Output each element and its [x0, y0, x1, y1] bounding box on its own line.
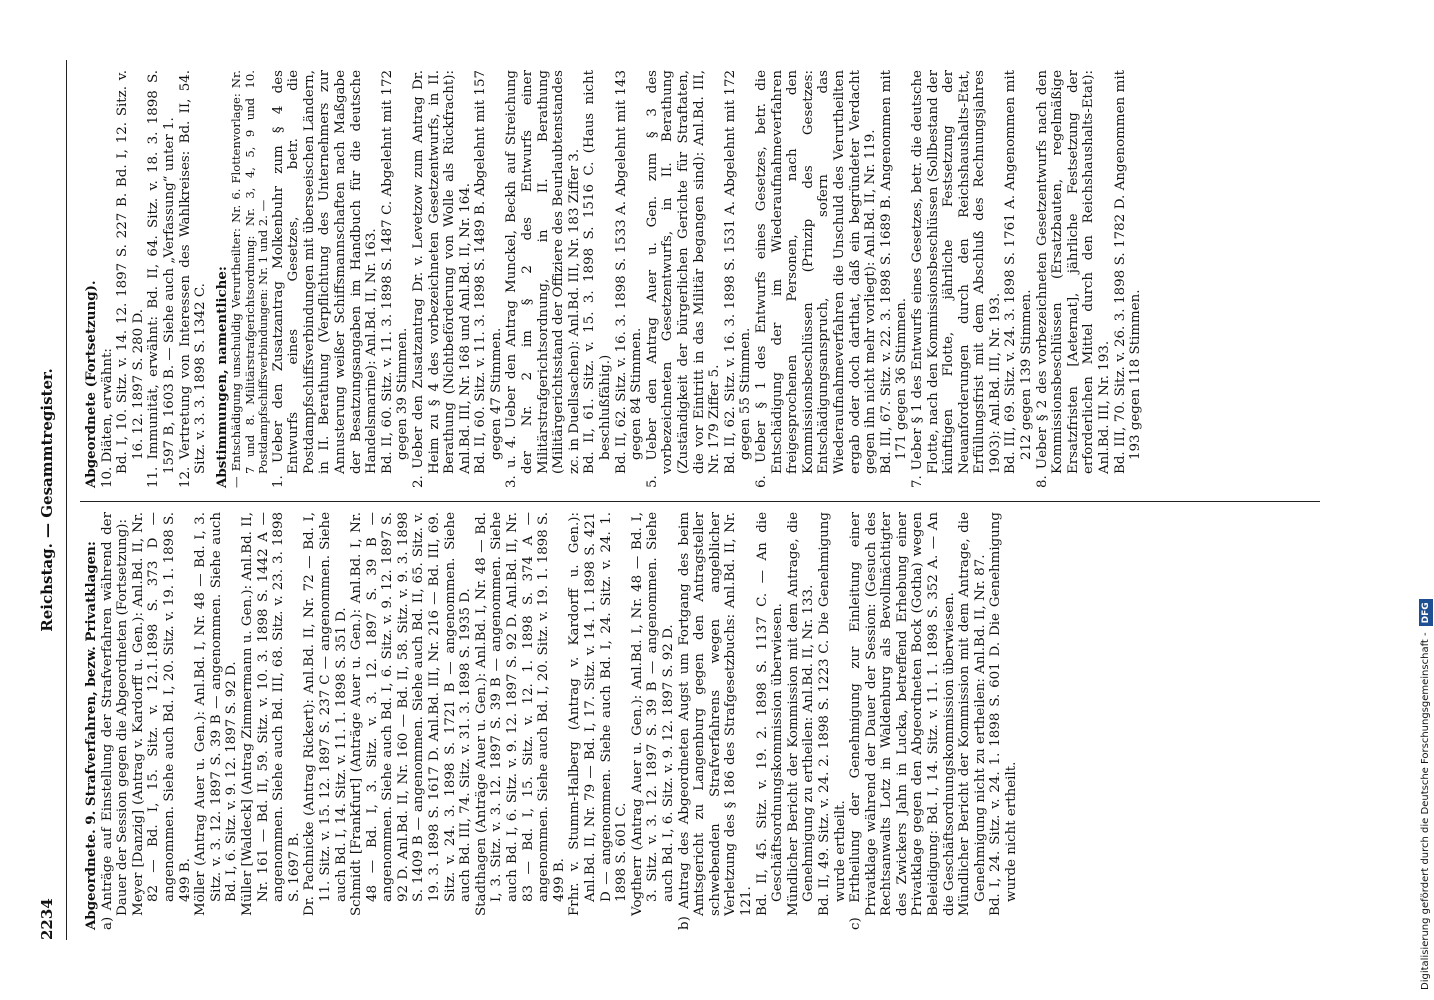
register-entry: Bd. II, 60. Sitz. v. 11. 3. 1898 S. 1487 C. Abgelehnt mit 172 gegen 39 Stimmen. [379, 70, 411, 474]
register-entry: 11. Immunität, erwähnt: Bd. II, 64. Sitz. v. 18. 3. 1898 S. 1597 B, 1603 B. — Siehe auch „Verfassung“ unter 1. [146, 70, 177, 488]
register-entry: Abgeordnete. 9. Strafverfahren, bezw. Privatklagen: [83, 541, 99, 930]
register-entry: 1. Ueber den Zusatzantrag Molkenbuhr zum § 4 des Entwurfs eines Gesetzes, betr. die Postdampfschiffsverbindungen mit überseeischen Ländern, in II. Berathung (Verpflichtung des Unternehmers zur Annusterung weißer Schiffsmannschaften nach Maßgabe der Besatzungsangaben im Handbuch für die deutsche Handelsmarine): Anl.Bd. II, Nr. 163. [270, 69, 380, 488]
running-title: Reichstag. — Gesammtregister. [38, 368, 56, 632]
register-entry: — Entschädigung unschuldig Verurtheilter: Nr. 6. Flottenvorlage: Nr. 7 und 8. Militärstrafgerichtsordnung: Nr. 3, 4, 5, 9 und 10. Postdampfschiffsverbindungen: Nr. 1 und 2. — [229, 70, 271, 488]
register-entry: 10. Diäten, erwähnt: [99, 348, 115, 488]
register-entry: 8. Ueber § 2 des vorbezeichneten Gesetzentwurfs nach den Kommissionsbeschlüssen (Ersatzbauten, regelmäßige Ersatzfristen [Aeternat], jährliche Festsetzung der erforderlichen Mittel durch den Reichshaushalts-Etat): Anl.Bd. III, Nr. 193. [1034, 70, 1113, 488]
register-entry: c) Ertheilung der Genehmigung zur Einleitung einer Privatklage während der Dauer der Session: (Gesuch des Rechtsanwalts Lotz in Waldenburg als Bevollmächtigter des Zwickers Jahn in Lucka, betreffend Erhebung einer Privatklage gegen den Abgeordneten Bock (Gotha) wegen Beleidigung: Bd. I, 14. Sitz. v. 11. 1. 1898 S. 352 A. — An die Geschäftsordnungskommission überwiesen. [848, 512, 957, 930]
left-column [84, 512, 1020, 930]
register-entry: Mündlicher Bericht der Kommission mit dem Antrage, die Genehmigung zu ertheilen: Anl.Bd. II, Nr. 133. [785, 512, 817, 916]
register-entry: 2. Ueber den Zusatzantrag Dr. v. Levetzow zum Antrag Dr. Heim zu § 4 des vorbezeichneten Gesetzentwurfs, in II. Berathung (Nichtbeförderung von Wolle als Rückfracht): Anl.Bd. III, Nr. 168 und Anl.Bd. II, Nr. 164. [410, 70, 473, 488]
register-entry: Frhr. v. Stumm-Halberg (Antrag v. Kardorff u. Gen.): Anl.Bd. II, Nr. 79 — Bd. I, 17. Sitz. v. 14. 1. 1898 S. 421 D — angenommen. Siehe auch Bd. I, 24. Sitz. v. 24. 1. 1898 S. 601 C. [567, 512, 630, 916]
register-entry: Müller [Waldeck] (Antrag Zimmermann u. Gen.): Anl.Bd. II, Nr. 161 — Bd. II, 59. Sitz. v. 10. 3. 1898 S. 1442 A — angenommen. Siehe auch Bd. III, 68. Sitz. v. 23. 3. 1898 S. 1697 B. [239, 512, 302, 916]
register-entry: 5. Ueber den Antrag Auer u. Gen. zum § 3 des vorbezeichneten Gesetzentwurfs, in II. Berathung (Zuständigkeit der bürgerlichen Gerichte für Straftaten, die vor Eintritt in das Militär begangen sind): Anl.Bd. III, Nr. 179 Ziffer 5. [644, 70, 723, 488]
register-entry: Dr. Pachnicke (Antrag Rickert): Anl.Bd. II, Nr. 72 — Bd. I, 11. Sitz. v. 15. 12. 1897 S. 237 C — angenommen. Siehe auch Bd. I, 14. Sitz. v. 11. 1. 1898 S. 351 D. [302, 512, 349, 916]
register-entry: 7. Ueber § 1 des Entwurfs eines Gesetzes, betr. die deutsche Flotte, nach den Kommissionsbeschlüssen (Sollbestand der künftigen Flotte, jährliche Festsetzung der Neuanforderungen durch den Reichshaushalts-Etat, Erfüllungsfrist mit dem Abschluß des Rechnungsjahres 1903): Anl.Bd. III, Nr. 193. [909, 70, 1003, 488]
right-column [84, 70, 1144, 488]
register-entry: Bd. II, 61. Sitz. v. 15. 3. 1898 S. 1516 C. (Haus nicht beschlußfähig.) [582, 70, 614, 474]
register-entry: Bd. II, 60. Sitz. v. 11. 3. 1898 S. 1489 B. Abgelehnt mit 157 gegen 47 Stimmen. [473, 70, 504, 474]
register-entry: b) Antrag des Abgeordneten Augst um Fortgang des beim Amtsgericht zu Langenburg gegen den Antragsteller schwebenden Strafverfahrens wegen angeblicher Verletzung des § 186 des Strafgesetzbuchs: Anl.Bd. II, Nr. 121. [676, 512, 754, 930]
register-entry: a) Anträge auf Einstellung der Strafverfahren während der Dauer der Session gegen die Abgeordneten (Fortsetzung): [99, 512, 131, 930]
register-entry: Stadthagen (Anträge Auer u. Gen.): Anl.Bd. I, Nr. 48 — Bd. I, 3. Sitz. v. 3. 12. 1897 S. 39 B — angenommen. Siehe auch Bd. I, 6. Sitz. v. 9. 12. 1897 S. 92 D. Anl.Bd. II, Nr. 83 — Bd. I, 15. Sitz. v. 12. 1. 1898 S. 374 A — angenommen. Siehe auch Bd. I, 20. Sitz. v. 19. 1. 1898 S. 499 B. [473, 512, 567, 916]
digitization-footer [1419, 10, 1433, 990]
page-number: 2234 [38, 898, 56, 940]
footer-text: Digitalisierung gefördert durch die Deutsche Forschungsgemeinschaft - [1420, 632, 1431, 990]
register-entry: 12. Vertretung von Interessen des Wahlkreises: Bd. II, 54. Sitz. v. 3. 3. 1898 S. 1342 C. [177, 70, 209, 488]
register-entry: Bd. III, 70. Sitz. v. 26. 3. 1898 S. 1782 D. Angenommen mit 193 gegen 118 Stimmen. [1112, 70, 1144, 474]
register-entry: Bd. I, 10. Sitz. v. 14. 12. 1897 S. 227 B. Bd. I, 12. Sitz. v. 16. 12. 1897 S. 280 D. [115, 70, 146, 474]
register-entry: Bd. III, 69. Sitz. v. 24. 3. 1898 S. 1761 A. Angenommen mit 212 gegen 139 Stimmen. [1003, 70, 1035, 474]
page-header [38, 60, 66, 940]
register-entry: Abgeordnete (Fortsetzung). [83, 280, 99, 488]
register-entry: Mündlicher Bericht der Kommission mit dem Antrage, die Genehmigung nicht zu ertheilen: Anl.Bd. II, Nr. 87. [957, 512, 988, 916]
register-entry: Vogtherr (Antrag Auer u. Gen.): Anl.Bd. I, Nr. 48 — Bd. I, 3. Sitz. v. 3. 12. 1897 S. 39 B — angenommen. Siehe auch Bd. I, 6. Sitz. v. 9. 12. 1897 S. 92 D. [629, 512, 676, 916]
column-divider [80, 501, 1320, 502]
register-entry: Bd. II, 62. Sitz. v. 16. 3. 1898 S. 1531 A. Abgelehnt mit 172 gegen 55 Stimmen. [722, 70, 754, 474]
register-entry: Bd. II, 45. Sitz. v. 19. 2. 1898 S. 1137 C. — An die Geschäftsordnungskommission überwiesen. [754, 512, 786, 916]
register-entry: 6. Ueber § 1 des Entwurfs eines Gesetzes, betr. die Entschädigung der im Wiederaufnahmeverfahren freigesprochenen Personen, nach den Kommissionsbeschlüssen (Prinzip des Gesetzes: Entschädigungsanspruch, sofern das Wiederaufnahmeverfahren die Unschuld des Verurtheilten ergab oder doch darthat, daß ein begründeter Verdacht gegen ihn nicht mehr vorliegt): Anl.Bd. II, Nr. 119. [753, 70, 879, 488]
register-entry: Bd. I, 24. Sitz. v. 24. 1. 1898 S. 601 D. Die Genehmigung wurde nicht ertheilt. [988, 512, 1020, 916]
header-rule [66, 60, 67, 940]
register-entry: Bd. II, 49. Sitz. v. 24. 2. 1898 S. 1223 C. Die Genehmigung wurde ertheilt. [816, 512, 848, 916]
register-entry: Schmidt [Frankfurt] (Anträge Auer u. Gen.): Anl.Bd. I, Nr. 48 — Bd. I, 3. Sitz. v. 3. 12. 1897 S. 39 B — angenommen. Siehe auch Bd. I, 6. Sitz. v. 9. 12. 1897 S. 92 D. Anl.Bd. II, Nr. 160 — Bd. II, 58. Sitz. v. 9. 3. 1898 S. 1409 B — angenommen. Siehe auch Bd. II, 65. Sitz. v. 19. 3. 1898 S. 1617 D. Anl.Bd. III, Nr. 216 — Bd. III, 69. Sitz. v. 24. 3. 1898 S. 1721 B — angenommen. Siehe auch Bd. III, 74. Sitz. v. 31. 3. 1898 S. 1935 D. [349, 512, 474, 916]
dfg-logo: DFG [1419, 599, 1433, 626]
register-entry: Bd. II, 62. Sitz. v. 16. 3. 1898 S. 1533 A. Abgelehnt mit 143 gegen 84 Stimmen. [613, 70, 645, 474]
register-entry: Abstimmungen, namentliche: [213, 266, 230, 488]
register-entry: Meyer [Danzig] (Antrag v. Kardorff u. Gen.): Anl.Bd. II, Nr. 82 — Bd. I, 15. Sitz. v. 12.1.1898 S. 373 D — angenommen. Siehe auch Bd. I, 20. Sitz. v. 19. 1. 1898 S. 499 B. [130, 512, 193, 916]
register-entry: Bd. III, 67. Sitz. v. 22. 3. 1898 S. 1689 B. Angenommen mit 171 gegen 36 Stimmen. [878, 70, 910, 474]
register-entry: 3. u. 4. Ueber den Antrag Munckel, Beckh auf Streichung der Nr. 2 im § 2 des Entwurfs einer Militärstrafgerichtsordnung, in II. Berathung (Militärgerichtsstand der Offiziere des Beurlaubtenstandes zc. in Duellsachen): Anl.Bd. III, Nr. 183 Ziffer 3. [504, 70, 582, 488]
register-entry: Möller (Antrag Auer u. Gen.): Anl.Bd. I, Nr. 48 — Bd. I, 3. Sitz. v. 3. 12. 1897 S. 39 B — angenommen. Siehe auch Bd. I, 6. Sitz. v. 9. 12. 1897 S. 92 D. [193, 512, 240, 916]
